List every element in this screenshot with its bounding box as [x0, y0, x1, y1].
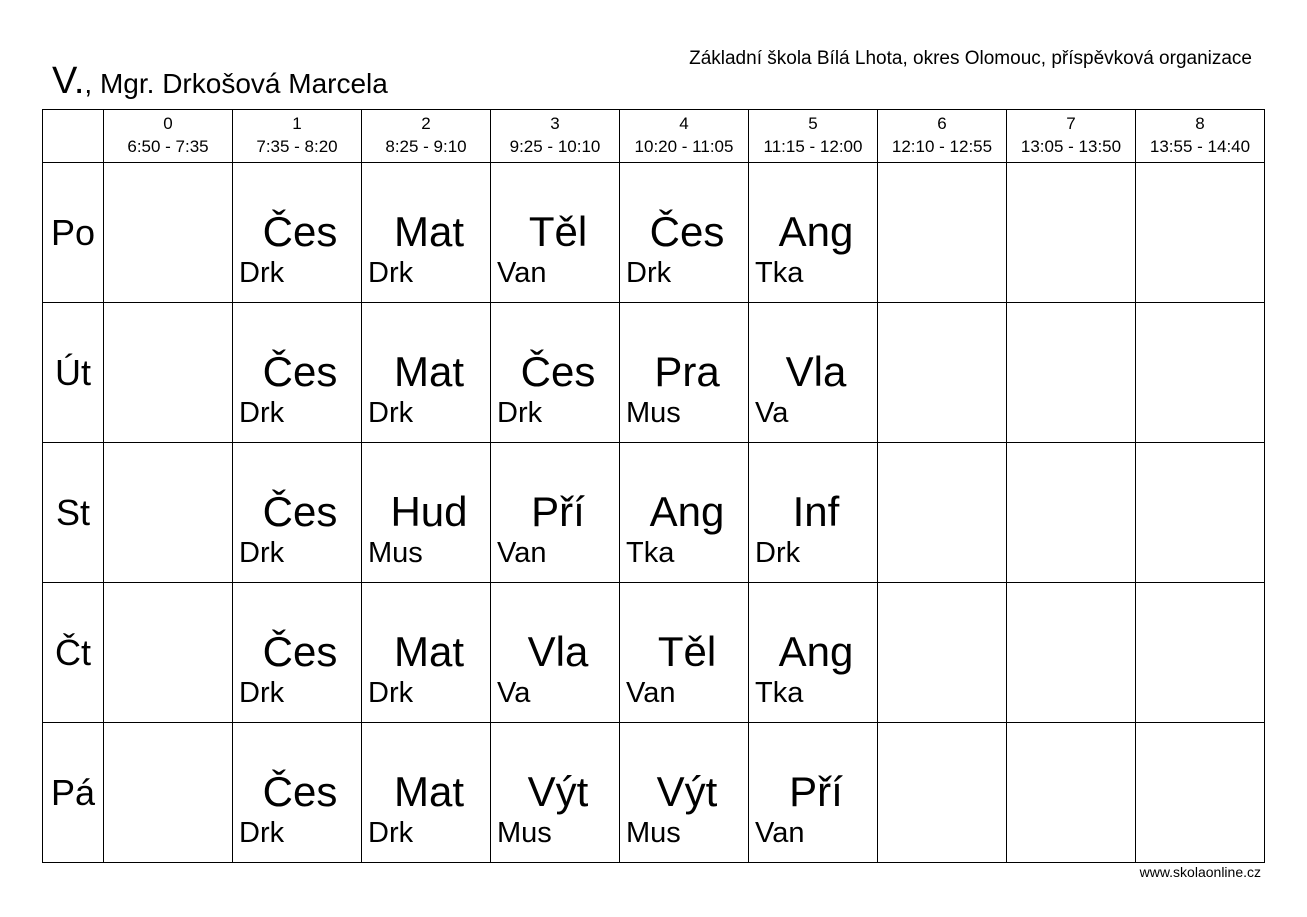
lesson-teacher: Van [497, 537, 547, 569]
lesson-teacher: Drk [239, 817, 285, 849]
period-number: 6 [937, 114, 947, 133]
lesson-teacher: Mus [497, 817, 552, 849]
lesson-teacher: Van [497, 257, 547, 289]
day-label: St [43, 443, 104, 583]
period-time: 13:55 - 14:40 [1149, 137, 1251, 156]
lesson-subject: Mat [393, 628, 464, 675]
day-label: Pá [43, 723, 104, 863]
period-header [878, 110, 1007, 163]
empty-lesson-cell [1007, 583, 1136, 723]
period-time: 10:20 - 11:05 [634, 137, 734, 156]
lesson-teacher: Drk [755, 537, 801, 569]
period-header [491, 110, 620, 163]
lesson-cell [233, 723, 362, 863]
lesson-subject: Mat [393, 348, 464, 395]
lesson-teacher: Mus [368, 537, 423, 569]
lesson-teacher: Tka [755, 257, 804, 289]
lesson-cell [491, 443, 620, 583]
timetable-grid [42, 109, 1265, 863]
corner-cell [43, 110, 104, 163]
lesson-subject: Čes [649, 208, 725, 255]
lesson-cell [362, 443, 491, 583]
lesson-cell [233, 303, 362, 443]
lesson-subject: Čes [262, 348, 338, 395]
lesson-cell [620, 163, 749, 303]
lesson-subject: Čes [262, 208, 338, 255]
empty-lesson-cell [878, 163, 1007, 303]
lesson-cell [749, 443, 878, 583]
lesson-cell [749, 723, 878, 863]
empty-lesson-cell [1007, 163, 1136, 303]
lesson-teacher: Drk [239, 537, 285, 569]
lesson-subject: Vla [785, 348, 847, 395]
lesson-teacher: Drk [368, 677, 414, 709]
lesson-cell [620, 443, 749, 583]
empty-lesson-cell [1136, 723, 1265, 863]
lesson-teacher: Van [755, 817, 805, 849]
empty-lesson-cell [1007, 303, 1136, 443]
lesson-subject: Mat [393, 208, 464, 255]
lesson-teacher: Drk [239, 677, 285, 709]
lesson-subject: Vla [527, 628, 589, 675]
empty-lesson-cell [104, 723, 233, 863]
empty-lesson-cell [1007, 723, 1136, 863]
period-header [1007, 110, 1136, 163]
period-number: 2 [421, 114, 431, 133]
period-header [233, 110, 362, 163]
lesson-teacher: Van [626, 677, 676, 709]
period-time: 7:35 - 8:20 [256, 137, 338, 156]
lesson-cell [233, 163, 362, 303]
lesson-teacher: Drk [497, 397, 543, 429]
period-number: 4 [679, 114, 689, 133]
period-header [620, 110, 749, 163]
lesson-subject: Čes [520, 348, 596, 395]
schedule-title [52, 62, 388, 100]
lesson-cell [362, 583, 491, 723]
lesson-subject: Čes [262, 628, 338, 675]
lesson-cell [491, 583, 620, 723]
day-row [43, 583, 1265, 723]
lesson-teacher: Mus [626, 397, 681, 429]
period-time: 12:10 - 12:55 [891, 137, 993, 156]
period-header-row [43, 110, 1265, 163]
period-time: 8:25 - 9:10 [385, 137, 467, 156]
lesson-cell [491, 723, 620, 863]
period-header [1136, 110, 1265, 163]
lesson-cell [749, 303, 878, 443]
class-name: V. [52, 60, 85, 102]
lesson-cell [620, 723, 749, 863]
day-row [43, 303, 1265, 443]
period-number: 7 [1066, 114, 1076, 133]
lesson-cell [491, 163, 620, 303]
lesson-subject: Výt [656, 768, 718, 815]
lesson-subject: Ang [778, 208, 854, 255]
lesson-teacher: Drk [368, 397, 414, 429]
lesson-subject: Čes [262, 488, 338, 535]
lesson-cell [362, 163, 491, 303]
lesson-cell [749, 163, 878, 303]
lesson-teacher: Drk [239, 257, 285, 289]
lesson-teacher: Va [497, 677, 531, 709]
period-number: 3 [550, 114, 560, 133]
day-row [43, 443, 1265, 583]
lesson-cell [620, 303, 749, 443]
day-label: Po [43, 163, 104, 303]
empty-lesson-cell [1136, 583, 1265, 723]
lesson-subject: Pří [789, 768, 843, 815]
lesson-teacher: Drk [368, 257, 414, 289]
lesson-teacher: Tka [755, 677, 804, 709]
period-number: 0 [163, 114, 173, 133]
period-time: 6:50 - 7:35 [127, 137, 209, 156]
lesson-subject: Čes [262, 768, 338, 815]
lesson-cell [233, 443, 362, 583]
empty-lesson-cell [878, 723, 1007, 863]
lesson-teacher: Va [755, 397, 789, 429]
lesson-subject: Výt [527, 768, 589, 815]
lesson-teacher: Tka [626, 537, 675, 569]
lesson-subject: Ang [778, 628, 854, 675]
lesson-subject: Hud [390, 488, 468, 535]
lesson-cell [362, 723, 491, 863]
empty-lesson-cell [104, 443, 233, 583]
school-name: Základní škola Bílá Lhota, okres Olomouc, příspěvková organizace [689, 48, 1252, 69]
lesson-cell [362, 303, 491, 443]
period-time: 11:15 - 12:00 [763, 137, 863, 156]
empty-lesson-cell [1007, 443, 1136, 583]
day-row [43, 723, 1265, 863]
day-label: Út [43, 303, 104, 443]
period-header [104, 110, 233, 163]
period-number: 5 [808, 114, 818, 133]
teacher-name: , Mgr. Drkošová Marcela [84, 68, 388, 99]
lesson-subject: Pří [531, 488, 585, 535]
lesson-teacher: Drk [239, 397, 285, 429]
day-row [43, 163, 1265, 303]
footer-url: www.skolaonline.cz [1139, 864, 1261, 880]
period-time: 13:05 - 13:50 [1020, 137, 1122, 156]
lesson-subject: Těl [528, 208, 588, 255]
period-header [749, 110, 878, 163]
lesson-cell [233, 583, 362, 723]
lesson-teacher: Drk [626, 257, 672, 289]
empty-lesson-cell [1136, 303, 1265, 443]
empty-lesson-cell [104, 583, 233, 723]
lesson-subject: Pra [654, 348, 720, 395]
lesson-subject: Těl [657, 628, 717, 675]
empty-lesson-cell [104, 303, 233, 443]
empty-lesson-cell [1136, 443, 1265, 583]
lesson-subject: Inf [792, 488, 840, 535]
lesson-cell [620, 583, 749, 723]
period-header [362, 110, 491, 163]
lesson-cell [749, 583, 878, 723]
lesson-teacher: Drk [368, 817, 414, 849]
lesson-subject: Ang [649, 488, 725, 535]
period-number: 1 [292, 114, 302, 133]
empty-lesson-cell [878, 443, 1007, 583]
period-time: 9:25 - 10:10 [509, 137, 601, 156]
empty-lesson-cell [878, 583, 1007, 723]
lesson-cell [491, 303, 620, 443]
empty-lesson-cell [104, 163, 233, 303]
empty-lesson-cell [878, 303, 1007, 443]
day-label: Čt [43, 583, 104, 723]
period-number: 8 [1195, 114, 1205, 133]
lesson-teacher: Mus [626, 817, 681, 849]
lesson-subject: Mat [393, 768, 464, 815]
empty-lesson-cell [1136, 163, 1265, 303]
